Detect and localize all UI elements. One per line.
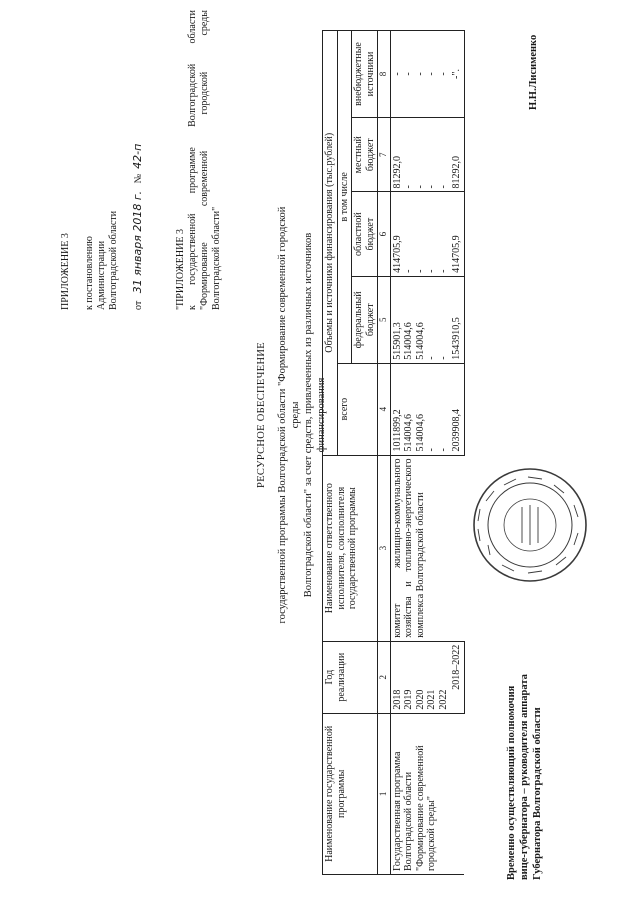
appendix2-line: Волгоградской области" (211, 206, 222, 310)
summary-regional: 414705,9 (450, 192, 464, 276)
appendix-header (60, 10, 145, 310)
extra-value: - (426, 72, 437, 76)
table-row (390, 31, 450, 875)
header-funding: Объемы и источники финансирования (тыс.рублей) (323, 31, 338, 456)
year-value: 2021 (426, 689, 437, 710)
column-number: 8 (378, 31, 391, 118)
heading-sub: государственной программы Волгоградской области "Формирование современной городской среды (277, 206, 301, 624)
column-number: 5 (378, 276, 391, 363)
header-total: всего (337, 363, 378, 455)
summary-federal: 1543910,5 (450, 276, 464, 363)
column-number: 3 (378, 455, 391, 641)
decree-date: 31 января 2018 г. (131, 190, 144, 294)
program-name-cell: Государственная программа Волгоградской области "Формирование современной городской среды" (390, 713, 464, 874)
federal-cell (390, 276, 450, 363)
local-value: - (403, 185, 414, 189)
federal-value: 515901,3 (391, 322, 403, 360)
appendix2-line: к государственной программе Волгоградской области (187, 10, 198, 310)
appendix-title: ПРИЛОЖЕНИЕ 3 (60, 233, 71, 310)
total-cell (390, 363, 450, 455)
executor-cell: комитет жилищно-коммунального хозяйства и топливно-энергетического комплекса Волгоградской области (390, 455, 464, 641)
extra-cell (390, 31, 450, 118)
header-program: Наименование государственной программы (323, 713, 378, 874)
federal-value: - (437, 356, 449, 360)
local-value: 81292,0 (391, 155, 403, 189)
decree-date-line (132, 10, 145, 310)
number-prefix: № (133, 173, 144, 184)
total-value: 514004,6 (403, 414, 414, 452)
extra-value: - (403, 72, 414, 76)
appendix2-title: "ПРИЛОЖЕНИЕ 3 (175, 229, 186, 310)
federal-value: 514004,6 (414, 322, 426, 360)
decree-number: 42-п (131, 143, 144, 169)
summary-period: 2018–2022 (450, 641, 464, 713)
header-extra: внебюджетные источники (352, 31, 378, 118)
appendix-line: Администрации (96, 240, 107, 310)
header-including: в том числе (337, 31, 352, 364)
extra-value: - (414, 72, 426, 76)
heading-sub: Волгоградской области" за счет средств, привлеченных из различных источников финансирования (303, 232, 327, 598)
local-value: - (414, 185, 426, 189)
year-value: 2020 (414, 689, 426, 710)
total-value: 1011899,2 (391, 409, 403, 452)
year-value: 2018 (391, 689, 403, 710)
column-number: 1 (378, 713, 391, 874)
column-number: 2 (378, 641, 391, 713)
regional-value: - (403, 269, 414, 273)
federal-value: 514004,6 (403, 322, 414, 360)
federal-value: - (426, 356, 437, 360)
program-appendix-header (175, 10, 223, 310)
year-value: 2019 (403, 689, 414, 710)
years-cell (390, 641, 450, 713)
extra-value: - (437, 72, 449, 76)
appendix-line: к постановлению (84, 236, 95, 310)
date-prefix: от (133, 300, 144, 310)
local-cell (390, 118, 450, 192)
header-local: местный бюджет (352, 118, 378, 192)
signature-line: Временно осуществляющий полномочия (506, 685, 517, 880)
year-value: 2022 (437, 689, 449, 710)
regional-value: 414705,9 (391, 235, 403, 273)
column-number: 4 (378, 363, 391, 455)
regional-cell (390, 192, 450, 276)
total-value: - (437, 448, 449, 452)
header-federal: федеральный бюджет (352, 276, 378, 363)
total-value: 514004,6 (414, 414, 426, 452)
signature-line: вице-губернатора – руководителя аппарата (519, 674, 530, 880)
summary-total: 2039908,4 (450, 363, 464, 455)
appendix-line: Волгоградской области (108, 210, 119, 310)
local-value: - (426, 185, 437, 189)
document-heading (255, 205, 328, 625)
extra-value: - (391, 72, 403, 76)
resource-table (322, 30, 465, 875)
regional-value: - (414, 269, 426, 273)
appendix2-line: "Формирование современной городской среды (199, 10, 210, 310)
local-value: - (437, 185, 449, 189)
summary-local: 81292,0 (450, 118, 464, 192)
signatory-name: Н.Н.Лисименко (528, 34, 539, 110)
signature-line: Губернатора Волгоградской области (532, 707, 543, 880)
header-year: Год реализации (323, 641, 378, 713)
signature-block (505, 520, 544, 880)
header-regional: областной бюджет (352, 192, 378, 276)
regional-value: - (426, 269, 437, 273)
summary-extra: -". (450, 31, 464, 118)
column-number: 7 (378, 118, 391, 192)
regional-value: - (437, 269, 449, 273)
column-number: 6 (378, 192, 391, 276)
total-value: - (426, 448, 437, 452)
heading-main: РЕСУРСНОЕ ОБЕСПЕЧЕНИЕ (256, 342, 267, 488)
header-executor: Наименование ответственного исполнителя, соисполнителя государственной программы (323, 455, 378, 641)
